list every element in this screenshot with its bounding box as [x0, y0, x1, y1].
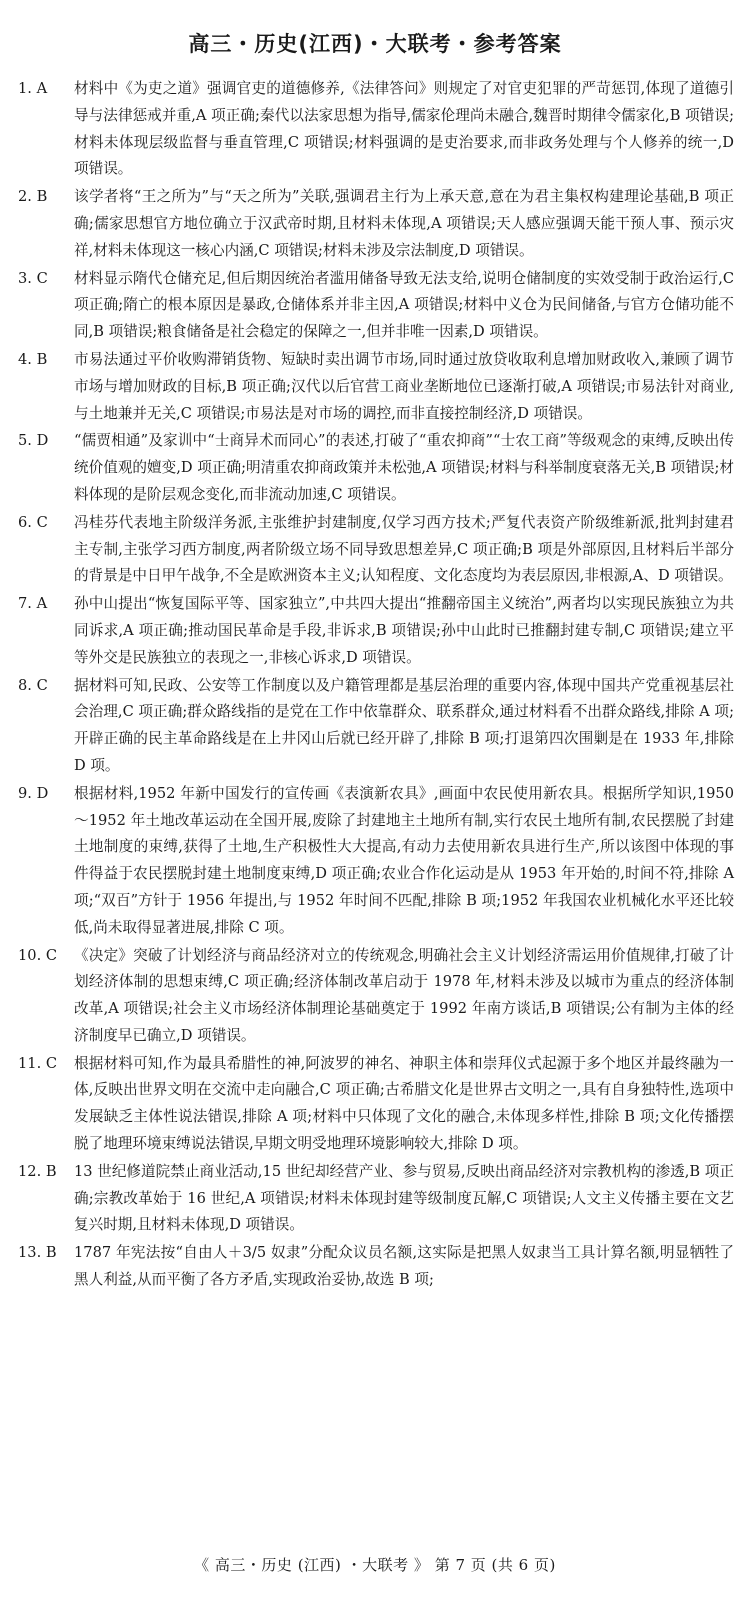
- answer-explanation: 1787 年宪法按“自由人＋3/5 奴隶”分配众议员名额,这实际是把黑人奴隶当工具计算名额,明显牺牲了黑人利益,从而平衡了各方矛盾,实现政治妥协,故选 B 项;: [74, 1244, 734, 1289]
- answer-explanation: 根据材料可知,作为最具希腊性的神,阿波罗的神名、神职主体和崇拜仪式起源于多个地区并最终融为一体,反映出世界文明在交流中走向融合,C 项正确;古希腊文化是世界古文明之一,具有自身独特性,选项中发展缺乏主体性说法错误,排除 A 项;材料中只体现了文化的融合,未体现多样性,排除 B 项;文化传播摆脱了地理环境束缚说法错误,早期文明受地理环境影响较大,排除 D 项。: [74, 1054, 734, 1153]
- answer-number: 13. B: [18, 1244, 57, 1262]
- answer-number: 3. C: [18, 269, 48, 287]
- answer-item-12: [18, 1159, 734, 1239]
- answer-explanation: 该学者将“王之所为”与“天之所为”关联,强调君主行为上承天意,意在为君主集权构建理论基础,B 项正确;儒家思想官方地位确立于汉武帝时期,且材料未体现,A 项错误;天人感应强调天能干预人事、预示灾祥,材料未体现这一核心内涵,C 项错误;材料未涉及宗法制度,D 项错误。: [74, 188, 734, 259]
- answer-item-6: [18, 510, 734, 590]
- answer-number: 2. B: [18, 188, 48, 206]
- answer-number: 7. A: [18, 595, 48, 613]
- answer-item-3: [18, 266, 734, 346]
- answer-item-10: [18, 943, 734, 1050]
- answer-item-5: [18, 428, 734, 508]
- answer-item-11: [18, 1051, 734, 1158]
- answer-explanation: 冯桂芬代表地主阶级洋务派,主张维护封建制度,仅学习西方技术;严复代表资产阶级维新派,批判封建君主专制,主张学习西方制度,两者阶级立场不同导致思想差异,C 项正确;B 项是外部原因,且材料后半部分的背景是中日甲午战争,不全是欧洲资本主义;认知程度、文化态度均为表层原因,非根源,A、D 项错误。: [74, 513, 734, 585]
- answer-item-13: [18, 1240, 734, 1294]
- answer-list: [18, 76, 734, 1295]
- answer-number: 9. D: [18, 784, 49, 802]
- answer-item-2: [18, 184, 734, 264]
- answer-explanation: 根据材料,1952 年新中国发行的宣传画《表演新农具》,画面中农民使用新农具。根据所学知识,1950～1952 年土地改革运动在全国开展,废除了封建地主土地所有制,实行农民土地所有制,农民摆脱了封建土地制度的束缚,获得了土地,生产积极性大大提高,有动力去使用新农具进行生产,所以该图中体现的事件得益于农民摆脱封建土地制度束缚,D 项正确;农业合作化运动是从 1953 年开始的,时间不符,排除 A 项;“双百”方针于 1956 年提出,与 1952 年时间不匹配,排除 B 项;1952 年我国农业机械化水平还比较低,尚未取得显著进展,排除 C 项。: [74, 784, 734, 936]
- page-footer: 《 高三・历史 (江西) ・大联考 》 第 7 页 (共 6 页): [194, 1556, 556, 1574]
- answer-number: 10. C: [18, 946, 58, 964]
- answer-number: 4. B: [18, 350, 48, 368]
- answer-item-8: [18, 673, 734, 780]
- answer-item-4: [18, 347, 734, 427]
- answer-number: 12. B: [18, 1162, 57, 1180]
- answer-explanation: 据材料可知,民政、公安等工作制度以及户籍管理都是基层治理的重要内容,体现中国共产党重视基层社会治理,C 项正确;群众路线指的是党在工作中依靠群众、联系群众,通过材料看不出群众路线,排除 A 项;开辟正确的民主革命路线是在上井冈山后就已经开辟了,排除 B 项;打退第四次围剿是在 1933 年,排除 D 项。: [74, 676, 734, 774]
- answer-explanation: 《决定》突破了计划经济与商品经济对立的传统观念,明确社会主义计划经济需运用价值规律,打破了计划经济体制的思想束缚,C 项正确;经济体制改革启动于 1978 年,材料未涉及以城市为重点的经济体制改革,A 项错误;社会主义市场经济体制理论基础奠定于 1992 年南方谈话,B 项错误;公有制为主体的经济制度早已确立,D 项错误。: [74, 946, 734, 1044]
- answer-explanation: 材料中《为吏之道》强调官吏的道德修养,《法律答问》则规定了对官吏犯罪的严苛惩罚,体现了道德引导与法律惩戒并重,A 项正确;秦代以法家思想为指导,儒家伦理尚未融合,魏晋时期律令儒家化,B 项错误;材料未体现层级监督与垂直管理,C 项错误;材料强调的是吏治要求,而非政务处理与个人修养的统一,D 项错误。: [74, 80, 734, 178]
- answer-number: 8. C: [18, 676, 48, 694]
- answer-explanation: 市易法通过平价收购滞销货物、短缺时卖出调节市场,同时通过放贷收取利息增加财政收入,兼顾了调节市场与增加财政的目标,B 项正确;汉代以后官营工商业垄断地位已逐渐打破,A 项错误;市易法针对商业,与土地兼并无关,C 项错误;市易法是对市场的调控,而非直接控制经济,D 项错误。: [74, 350, 734, 422]
- answer-explanation: 材料显示隋代仓储充足,但后期因统治者滥用储备导致无法支给,说明仓储制度的实效受制于政治运行,C 项正确;隋亡的根本原因是暴政,仓储体系并非主因,A 项错误;材料中义仓为民间储备,与官方仓储功能不同,B 项错误;粮食储备是社会稳定的保障之一,但并非唯一因素,D 项错误。: [74, 269, 734, 341]
- answer-number: 11. C: [18, 1054, 58, 1072]
- answer-item-7: [18, 591, 734, 671]
- answer-item-9: [18, 781, 734, 942]
- answer-number: 1. A: [18, 80, 48, 97]
- answer-number: 6. C: [18, 513, 48, 531]
- answer-explanation: 13 世纪修道院禁止商业活动,15 世纪却经营产业、参与贸易,反映出商品经济对宗教机构的渗透,B 项正确;宗教改革始于 16 世纪,A 项错误;材料未体现封建等级制度瓦解,C 项错误;人文主义传播主要在文艺复兴时期,且材料未体现,D 项错误。: [74, 1162, 734, 1234]
- page-title: 高三・历史(江西)・大联考・参考答案: [188, 32, 562, 56]
- answer-number: 5. D: [18, 432, 49, 450]
- answer-explanation: 孙中山提出“恢复国际平等、国家独立”,中共四大提出“推翻帝国主义统治”,两者均以实现民族独立为共同诉求,A 项正确;推动国民革命是手段,非诉求,B 项错误;孙中山此时已推翻封建专制,C 项错误;建立平等外交是民族独立的表现之一,非核心诉求,D 项错误。: [74, 595, 734, 666]
- answer-explanation: “儒贾相通”及家训中“士商异术而同心”的表述,打破了“重农抑商”“士农工商”等级观念的束缚,反映出传统价值观的嬗变,D 项正确;明清重农抑商政策并未松弛,A 项错误;材料与科举制度衰落无关,B 项错误;材料体现的是阶层观念变化,而非流动加速,C 项错误。: [74, 432, 734, 503]
- answer-item-1: [18, 76, 734, 183]
